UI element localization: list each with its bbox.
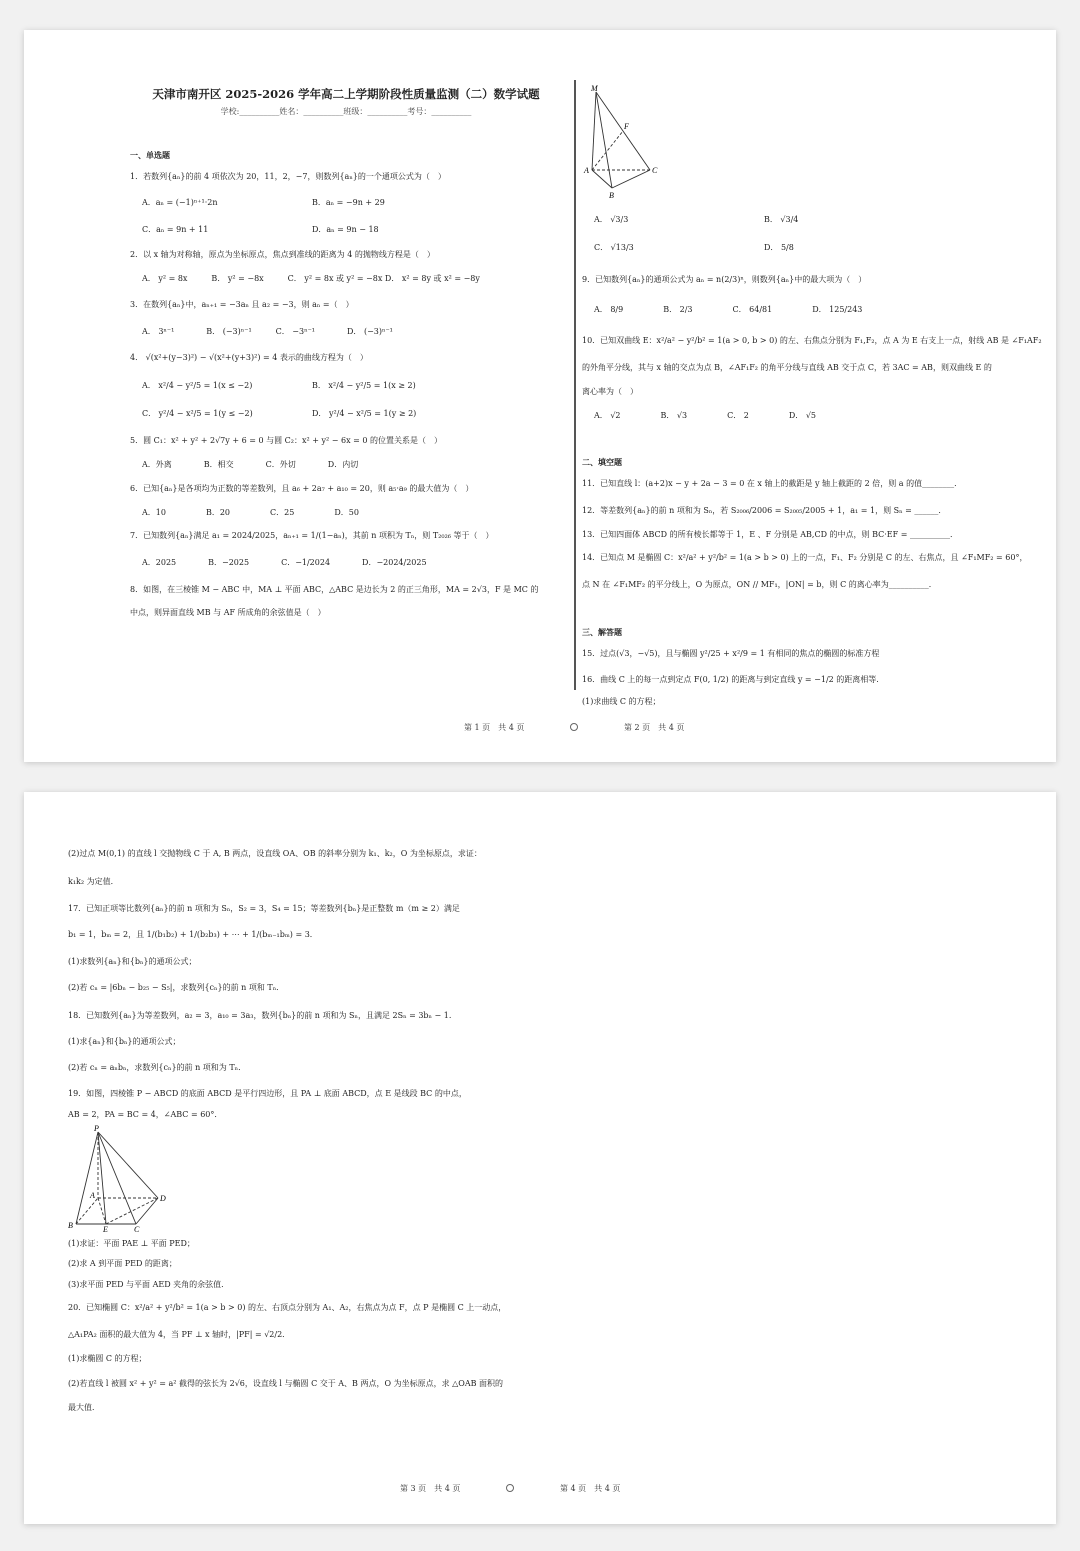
question-14-line1: 14．已知点 M 是椭圆 C：x²/a² + y²/b² = 1(a > b > 0) 上的一点，F₁、F₂ 分别是 C 的左、右焦点，且 ∠F₁MF₂ = 60°， (582, 553, 1028, 562)
q8-option-d: D． 5/8 (764, 243, 794, 252)
q2-options: A． y² = 8x B． y² = −8x C． y² = 8x 或 y² = −8x D． x² = 8y 或 x² = −8y (142, 274, 480, 283)
q17-sub1: (1)求数列{aₙ}和{bₙ}的通项公式； (68, 957, 197, 966)
label-B: B (68, 1221, 73, 1230)
question-6: 6．已知{aₙ}是各项均为正数的等差数列，且 a₆ + 2a₇ + a₁₀ = 20，则 a₅·a₉ 的最大值为（ ） (130, 484, 474, 493)
question-17-line1: 17．已知正项等比数列{aₙ}的前 n 项和为 Sₙ，S₂ = 3，S₄ = 15；等差数列{bₙ}是正整数 m（m ≥ 2）满足 (68, 904, 460, 913)
q20-sub2-line2: 最大值． (68, 1403, 100, 1412)
q8-option-a: A． √3/3 (594, 215, 629, 224)
question-19-line1: 19．如图，四棱锥 P − ABCD 的底面 ABCD 是平行四边形，且 PA ⊥ 底面 ABCD，点 E 是线段 BC 的中点， (68, 1089, 467, 1098)
question-9: 9．已知数列{aₙ}的通项公式为 aₙ = n(2/3)ⁿ，则数列{aₙ}中的最大项为（ ） (582, 275, 867, 284)
label-D: D (160, 1194, 166, 1203)
q20-sub1: (1)求椭圆 C 的方程； (68, 1354, 147, 1363)
question-10-line2: 的外角平分线，其与 x 轴的交点为点 B，∠AF₁F₂ 的角平分线与直线 AB 交于点 C，若 3AC = AB，则双曲线 E 的 (582, 363, 992, 372)
q5-options: A．外离 B．相交 C．外切 D．内切 (142, 460, 359, 469)
column-divider (574, 80, 576, 690)
q19-sub2: (2)求 A 到平面 PED 的距离； (68, 1259, 177, 1268)
q4-option-b: B． x²/4 − y²/5 = 1(x ≥ 2) (312, 381, 416, 390)
q17-sub2: (2)若 cₙ = |6bₙ − b₂₅ − S₅|，求数列{cₙ}的前 n 项和 Tₙ． (68, 983, 285, 992)
label-M: M (591, 84, 598, 93)
exam-sheet-page-1-2 (24, 30, 1056, 762)
question-10-line1: 10．已知双曲线 E：x²/a² − y²/b² = 1(a > 0, b > 0) 的左、右焦点分别为 F₁,F₂，点 A 为 E 右支上一点，射线 AB 是 ∠F₁AF₂ (582, 336, 1042, 345)
label-F: F (624, 122, 629, 131)
pyramid-figure (68, 1124, 178, 1232)
page-separator (570, 723, 578, 733)
exam-title: 天津市南开区 2025-2026 学年高二上学期阶段性质量监测（二）数学试题 (152, 87, 540, 101)
label-P: P (94, 1124, 99, 1133)
q19-sub1: (1)求证：平面 PAE ⊥ 平面 PED； (68, 1239, 195, 1248)
section-answers: 三、解答题 (582, 627, 622, 637)
question-17-line2: b₁ = 1，bₘ = 2，且 1/(b₁b₂) + 1/(b₂b₃) + ⋯ + 1/(bₘ₋₁bₘ) = 3． (68, 930, 318, 939)
tetrahedron-figure (582, 82, 662, 200)
q20-sub2-line1: (2)若直线 l 被圆 x² + y² = a² 截得的弦长为 2√6，设直线 l 与椭圆 C 交于 A、B 两点，O 为坐标原点，求 △OAB 面积的 (68, 1379, 504, 1388)
label-E: E (103, 1225, 108, 1232)
question-13: 13．已知四面体 ABCD 的所有棱长都等于 1，E 、F 分别是 AB,CD 的中点，则 BC·EF = __________． (582, 530, 958, 539)
question-3: 3．在数列{aₙ}中，aₙ₊₁ = −3aₙ 且 a₂ = −3，则 aₙ =（ ） (130, 300, 354, 309)
page-number-4: 第 4 页 共 4 页 (560, 1484, 621, 1493)
page-number-1: 第 1 页 共 4 页 (464, 723, 525, 732)
q8-option-c: C． √13/3 (594, 243, 634, 252)
label-C: C (134, 1225, 140, 1232)
question-1: 1．若数列{aₙ}的前 4 项依次为 20，11，2，−7，则数列{aₙ}的一个通项公式为（ ） (130, 172, 446, 181)
q19-sub3: (3)求平面 PED 与平面 AED 夹角的余弦值． (68, 1280, 230, 1289)
question-20-line1: 20．已知椭圆 C：x²/a² + y²/b² = 1(a > b > 0) 的左、右顶点分别为 A₁、A₂，右焦点为点 F，点 P 是椭圆 C 上一动点， (68, 1303, 507, 1312)
page-3-column (68, 848, 628, 1448)
q1-option-c: C．aₙ = 9n + 11 (142, 225, 209, 234)
q16-sub2-line2: k₁k₂ 为定值． (68, 877, 119, 886)
question-10-line3: 离心率为（ ） (582, 387, 638, 396)
label-B: B (609, 191, 614, 200)
label-A: A (90, 1191, 95, 1200)
question-12: 12．等差数列{aₙ}的前 n 项和为 Sₙ，若 S₂₀₀₆/2006 = S₂₀₀₅/2005 + 1，a₁ = 1，则 Sₙ = ______． (582, 506, 947, 515)
q1-option-b: B．aₙ = −9n + 29 (312, 198, 385, 207)
q16-sub2-line1: (2)过点 M(0,1) 的直线 l 交抛物线 C 于 A, B 两点，设直线 OA、OB 的斜率分别为 k₁、k₂，O 为坐标原点，求证： (68, 849, 482, 858)
question-7: 7．已知数列{aₙ}满足 a₁ = 2024/2025，aₙ₊₁ = 1/(1−aₙ)，其前 n 项积为 Tₙ，则 T₂₀₂₆ 等于（ ） (130, 531, 494, 540)
q9-options: A． 8/9 B． 2/3 C． 64/81 D． 125/243 (594, 305, 863, 314)
question-2: 2．以 x 轴为对称轴，原点为坐标原点，焦点到准线的距离为 4 的抛物线方程是（ ） (130, 250, 435, 259)
question-18: 18．已知数列{aₙ}为等差数列，a₂ = 3，a₁₀ = 3a₃，数列{bₙ}的前 n 项和为 Sₙ，且满足 2Sₙ = 3bₙ − 1. (68, 1011, 452, 1020)
q4-option-d: D． y²/4 − x²/5 = 1(y ≥ 2) (312, 409, 417, 418)
section-fill-blank: 二、填空题 (582, 457, 622, 467)
q18-sub1: (1)求{aₙ}和{bₙ}的通项公式； (68, 1037, 181, 1046)
question-20-line2: △A₁PA₂ 面积的最大值为 4，当 PF ⊥ x 轴时，|PF| = √2/2． (68, 1330, 291, 1339)
q10-options: A． √2 B． √3 C． 2 D． √5 (594, 411, 817, 420)
right-column (582, 82, 1042, 722)
q6-options: A．10 B．20 C．25 D．50 (142, 508, 359, 517)
question-15: 15．过点(√3，−√5)，且与椭圆 y²/25 + x²/9 = 1 有相同的焦点的椭圆的标准方程 (582, 649, 880, 658)
q1-option-d: D．aₙ = 9n − 18 (312, 225, 379, 234)
q4-option-a: A． x²/4 − y²/5 = 1(x ≤ −2) (142, 381, 253, 390)
exam-sheet-page-3-4 (24, 792, 1056, 1524)
question-8-line2: 中点，则异面直线 MB 与 AF 所成角的余弦值是（ ） (130, 608, 326, 617)
q3-options: A． 3ⁿ⁻¹ B． (−3)ⁿ⁻¹ C． −3ⁿ⁻¹ D． (−3)ⁿ⁻¹ (142, 327, 393, 336)
question-4: 4． √(x²+(y−3)²) − √(x²+(y+3)²) = 4 表示的曲线方程为（ ） (130, 353, 368, 362)
q1-option-a: A．aₙ = (−1)ⁿ⁺¹·2n (142, 198, 218, 207)
q7-options: A．2025 B．−2025 C．−1/2024 D．−2024/2025 (142, 558, 427, 567)
q4-option-c: C． y²/4 − x²/5 = 1(y ≤ −2) (142, 409, 253, 418)
student-info-line: 学校:__________姓名：__________班级：__________考号：__________ (220, 107, 472, 116)
section-single-choice: 一、单选题 (130, 150, 170, 160)
question-14-line2: 点 N 在 ∠F₁MF₂ 的平分线上，O 为原点，ON // MF₁，|ON| = b，则 C 的离心率为__________． (582, 580, 937, 589)
q16-sub1: (1)求曲线 C 的方程； (582, 697, 661, 706)
label-C: C (652, 166, 658, 175)
q18-sub2: (2)若 cₙ = aₙbₙ，求数列{cₙ}的前 n 项和为 Tₙ． (68, 1063, 247, 1072)
page-number-3: 第 3 页 共 4 页 (400, 1484, 461, 1493)
question-8-line1: 8．如图，在三棱锥 M − ABC 中，MA ⊥ 平面 ABC，△ABC 是边长为 2 的正三角形，MA = 2√3，F 是 MC 的 (130, 585, 539, 594)
left-column (130, 86, 562, 726)
q8-option-b: B． √3/4 (764, 215, 799, 224)
page-separator-2 (506, 1484, 514, 1494)
question-5: 5．圆 C₁：x² + y² + 2√7y + 6 = 0 与圆 C₂：x² + y² − 6x = 0 的位置关系是（ ） (130, 436, 442, 445)
question-11: 11．已知直线 l：(a+2)x − y + 2a − 3 = 0 在 x 轴上的截距是 y 轴上截距的 2 倍，则 a 的值________． (582, 479, 963, 488)
label-A: A (584, 166, 589, 175)
page-number-2: 第 2 页 共 4 页 (624, 723, 685, 732)
question-19-line2: AB = 2，PA = BC = 4，∠ABC = 60°． (68, 1110, 223, 1119)
question-16: 16．曲线 C 上的每一点到定点 F(0, 1/2) 的距离与到定直线 y = −1/2 的距离相等. (582, 675, 879, 684)
